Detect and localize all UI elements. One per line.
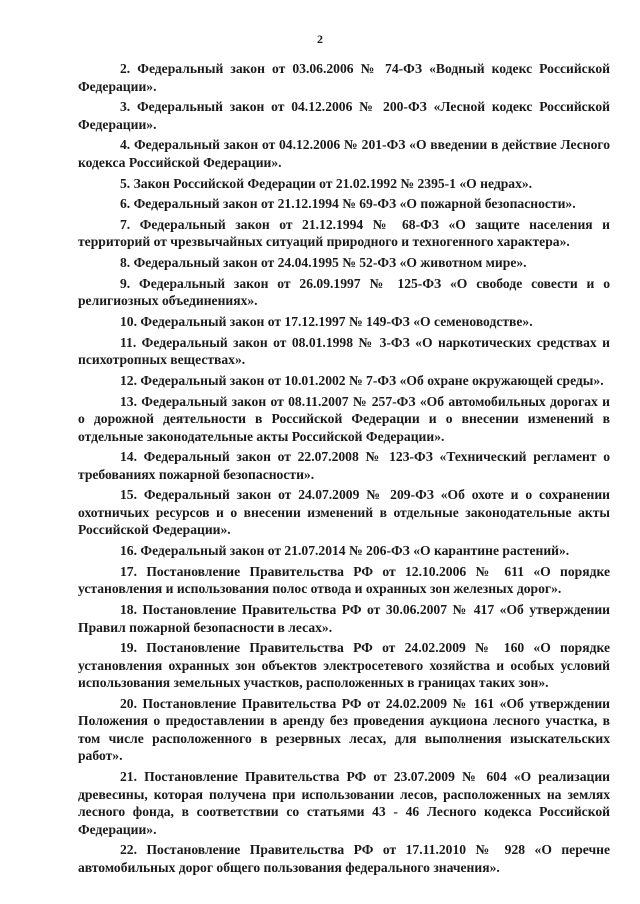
list-item: 12. Федеральный закон от 10.01.2002 № 7-ФЗ «Об охране окружающей среды».: [120, 372, 604, 388]
list-item: 9. Федеральный закон от 26.09.1997 № 125-ФЗ «О свободе совести и о религиозных объединениях».: [78, 275, 610, 309]
page-number: 2: [317, 32, 323, 46]
list-item: 18. Постановление Правительства РФ от 30.06.2007 № 417 «Об утверждении Правил пожарной безопасности в лесах».: [78, 602, 610, 635]
list-item: 16. Федеральный закон от 21.07.2014 № 206-ФЗ «О карантине растений».: [120, 543, 570, 559]
list-item: 13. Федеральный закон от 08.11.2007 № 257-ФЗ «Об автомобильных дорогах и о дорожной деятельности в Российской Федерации и о внесении изменений в отдельные законодательные акты Российской Федерации».: [78, 393, 610, 444]
list-item: 8. Федеральный закон от 24.04.1995 № 52-ФЗ «О животном мире».: [120, 255, 527, 271]
list-item: 7. Федеральный закон от 21.12.1994 № 68-ФЗ «О защите населения и территорий от чрезвычайных ситуаций природного и техногенного характера».: [78, 216, 610, 250]
list-item: 17. Постановление Правительства РФ от 12.10.2006 № 611 «О порядке установления и использования полос отвода и охранных зон железных дорог».: [78, 563, 610, 597]
list-item: 14. Федеральный закон от 22.07.2008 № 123-ФЗ «Технический регламент о требованиях пожарной безопасности».: [78, 449, 610, 482]
list-item: 22. Постановление Правительства РФ от 17.11.2010 № 928 «О перечне автомобильных дорог общего пользования федерального значения».: [78, 842, 610, 875]
list-item: 21. Постановление Правительства РФ от 23.07.2009 № 604 «О реализации древесины, которая получена при использовании лесов, расположенных на землях лесного фонда, в соответствии со статьями 43 - 46 Лесного кодекса Российской Федерации».: [78, 769, 610, 837]
list-item: 20. Постановление Правительства РФ от 24.02.2009 № 161 «Об утверждении Положения о предоставлении в аренду без проведения аукциона лесного участка, в том числе расположенного в резервных лесах, для выполнения изыскательских работ».: [78, 695, 610, 764]
document-body: [78, 60, 610, 879]
list-item: 2. Федеральный закон от 03.06.2006 № 74-ФЗ «Водный кодекс Российской Федерации».: [78, 61, 610, 94]
list-item: 5. Закон Российской Федерации от 21.02.1992 № 2395-1 «О недрах».: [120, 175, 533, 191]
list-item: 3. Федеральный закон от 04.12.2006 № 200-ФЗ «Лесной кодекс Российской Федерации».: [78, 99, 610, 132]
list-item: 11. Федеральный закон от 08.01.1998 № 3-ФЗ «О наркотических средствах и психотропных веществах».: [78, 334, 610, 368]
list-item: 4. Федеральный закон от 04.12.2006 № 201-ФЗ «О введении в действие Лесного кодекса Российской Федерации».: [78, 137, 610, 170]
list-item: 6. Федеральный закон от 21.12.1994 № 69-ФЗ «О пожарной безопасности».: [120, 196, 576, 212]
list-item: 19. Постановление Правительства РФ от 24.02.2009 № 160 «О порядке установления охранных зон объектов электросетевого хозяйства и особых условий использования земельных участков, расположенных в границах таких зон».: [78, 640, 610, 691]
list-item: 10. Федеральный закон от 17.12.1997 № 149-ФЗ «О семеноводстве».: [120, 314, 533, 329]
list-item: 15. Федеральный закон от 24.07.2009 № 209-ФЗ «Об охоте и о сохранении охотничьих ресурсов и о внесении изменений в отдельные законодательные акты Российской Федерации».: [78, 487, 610, 538]
